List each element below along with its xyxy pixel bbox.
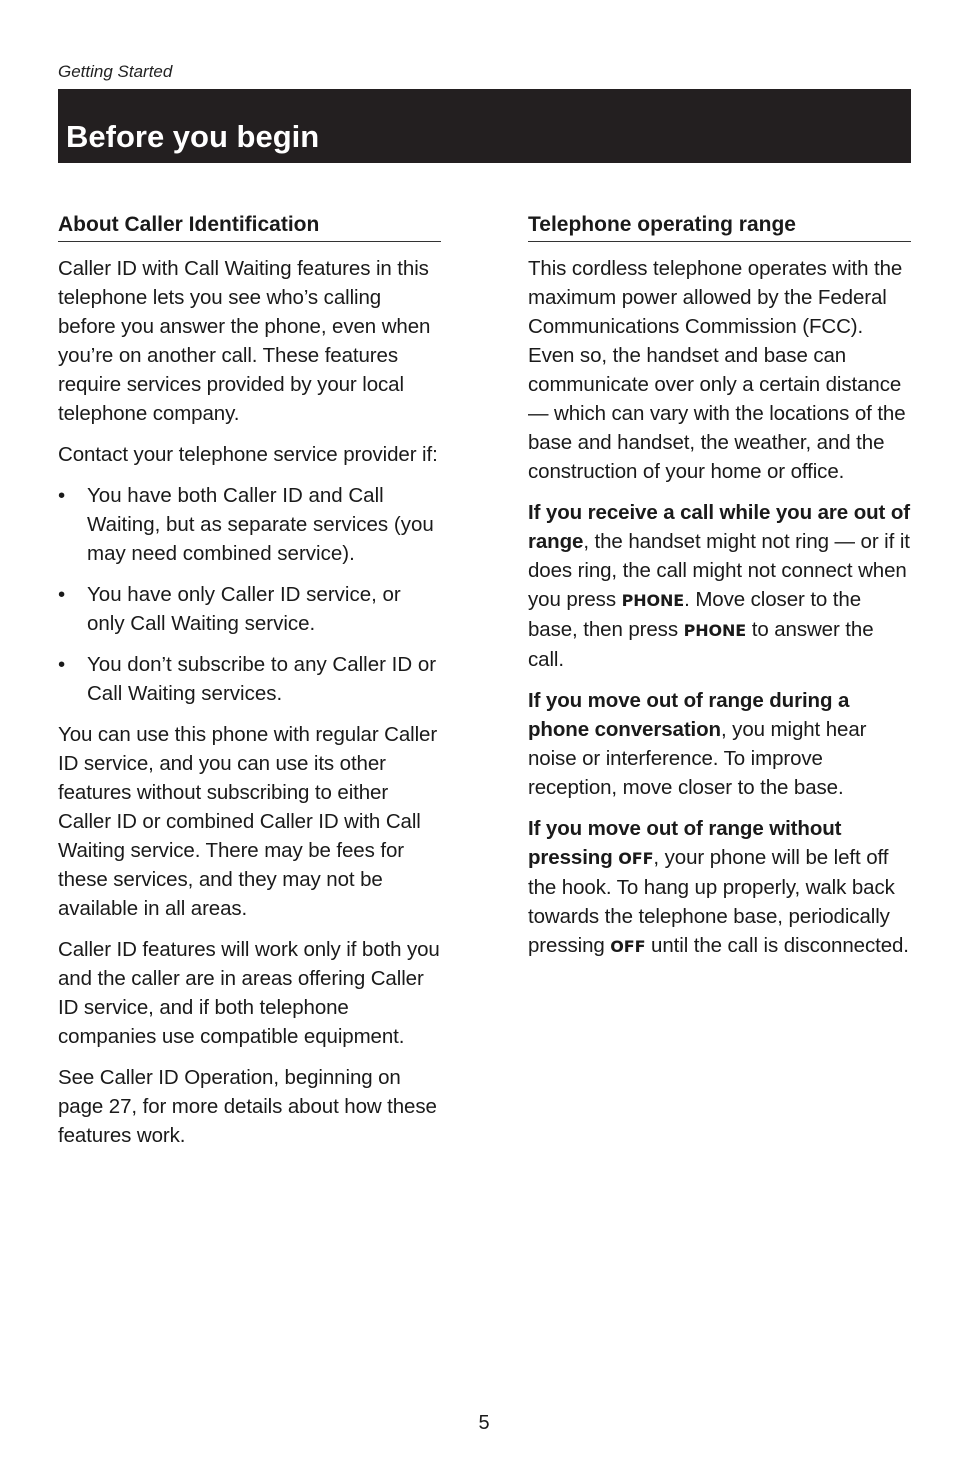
out-of-range-receive: If you receive a call while you are out of range, the handset might not ring — or if it does ring, the call might not connect when you press PHONE. Move closer to the base, then press PHONE to answer the call. (528, 501, 911, 671)
phone-key-label: PHONE (683, 621, 747, 640)
list-item: • You have both Caller ID and Call Waiting, but as separate services (you may need combined service). (58, 481, 441, 568)
title-bar (58, 89, 911, 163)
contact-conditions-list (58, 481, 441, 708)
page-title: Before you begin (66, 119, 320, 154)
off-key-label: OFF (618, 849, 654, 868)
bullet-icon: • (58, 653, 66, 676)
compatibility-text: Caller ID features will work only if both you and the caller are in areas offering Caller ID service, and if both telephone companies use compatible equipment. (58, 938, 440, 1048)
contact-provider-text: Contact your telephone service provider if: (58, 443, 438, 466)
operating-range-heading: Telephone operating range (528, 212, 911, 242)
left-column (58, 212, 441, 1150)
list-item: • You don’t subscribe to any Caller ID or Call Waiting services. (58, 650, 441, 708)
phone-key-label: PHONE (621, 591, 685, 610)
range-intro: This cordless telephone operates with the maximum power allowed by the Federal Communications Commission (FCC). Even so, the handset and base can communicate over only a certain distance — which can vary with the locations of the base and handset, the weather, and the construction of your home or office. (528, 257, 906, 483)
out-of-range-conversation: If you move out of range during a phone conversation, you might hear noise or interference. To improve reception, move closer to the base. (528, 689, 867, 799)
regular-service-text: You can use this phone with regular Caller ID service, and you can use its other features without subscribing to either Caller ID or combined Caller ID with Call Waiting service. There may be fees for these services, and they may not be available in all areas. (58, 723, 438, 920)
caller-id-heading: About Caller Identification (58, 212, 441, 242)
bullet-icon: • (58, 484, 66, 507)
list-item: • You have only Caller ID service, or only Call Waiting service. (58, 580, 441, 638)
off-key-label: OFF (610, 937, 646, 956)
bullet-icon: • (58, 583, 66, 606)
see-also-text: See Caller ID Operation, beginning on page 27, for more details about how these features work. (58, 1066, 437, 1147)
out-of-range-off: If you move out of range without pressing OFF, your phone will be left off the hook. To hang up properly, walk back towards the telephone base, periodically pressing OFF until the call is disconnected. (528, 817, 909, 957)
right-column (528, 212, 911, 961)
running-head: Getting Started (58, 62, 173, 81)
caller-id-intro: Caller ID with Call Waiting features in this telephone lets you see who’s calling before you answer the phone, even when you’re on another call. These features require services provided by your local telephone company. (58, 257, 431, 425)
page-number: 5 (478, 1412, 490, 1434)
